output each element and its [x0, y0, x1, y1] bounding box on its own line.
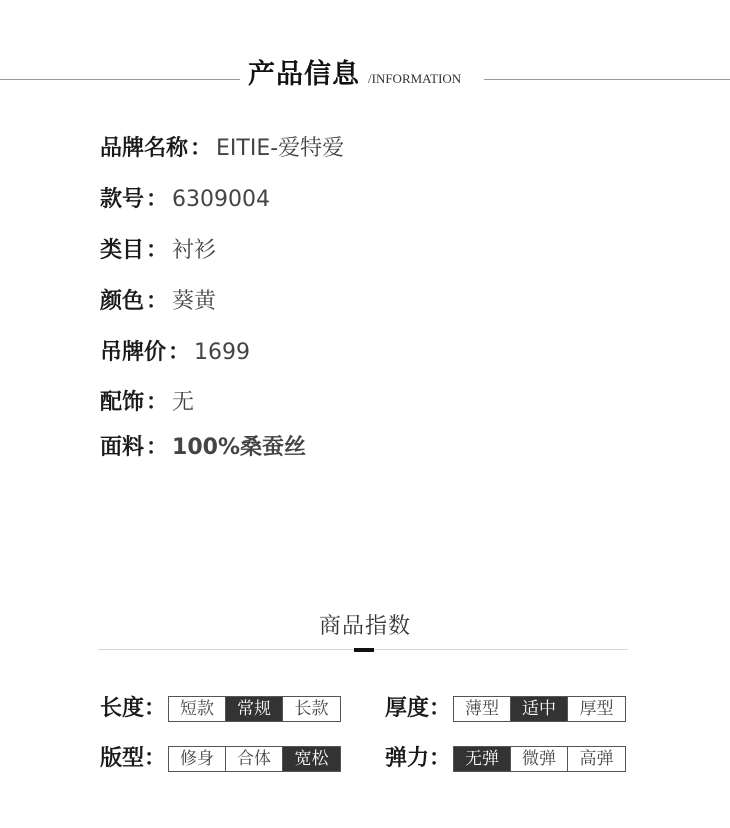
info-value: 100%桑蚕丝: [172, 435, 306, 460]
thickness-option-thick: 厚型: [579, 699, 614, 719]
length-option-regular: 常规: [226, 697, 283, 721]
info-key: 配饰: [100, 390, 145, 415]
attr-length: [100, 696, 341, 722]
info-separator: ：: [146, 238, 169, 263]
header-divider-left: [0, 79, 240, 80]
info-fabric: [100, 434, 306, 462]
fit-option-regular: 合体: [226, 747, 283, 771]
attr-label: 弹力：: [385, 746, 452, 771]
page-title: 产品信息: [248, 59, 360, 90]
attr-label: 长度：: [100, 696, 167, 721]
info-value: 葵黄: [172, 289, 217, 314]
info-separator: ：: [146, 187, 169, 212]
info-separator: ：: [146, 289, 169, 314]
info-key: 类目: [100, 238, 145, 263]
info-separator: ：: [146, 390, 169, 415]
info-separator: ：: [146, 435, 169, 460]
info-key: 吊牌价: [100, 340, 167, 365]
info-key: 款号: [100, 187, 145, 212]
header-divider-right: [484, 79, 730, 80]
length-option-long: 长款: [294, 699, 329, 719]
info-category: [100, 237, 216, 265]
info-value: 6309004: [172, 187, 271, 212]
info-value: EITIE-爱特爱: [216, 136, 345, 161]
length-options: [168, 696, 341, 722]
attr-elasticity: [385, 746, 626, 772]
info-tag-price: [100, 339, 250, 367]
info-value: 衬衫: [172, 238, 217, 263]
info-separator: ：: [168, 340, 191, 365]
info-style-number: [100, 186, 270, 214]
thickness-option-thin: 薄型: [454, 697, 511, 721]
thickness-options: [453, 696, 626, 722]
info-key: 颜色: [100, 289, 145, 314]
info-accessories: [100, 389, 194, 417]
fit-options: [168, 746, 341, 772]
info-value: 无: [172, 390, 195, 415]
info-key: 品牌名称: [100, 136, 189, 161]
attr-label: 厚度：: [385, 696, 452, 721]
attr-fit: [100, 746, 341, 772]
attr-label: 版型：: [100, 746, 167, 771]
info-brand: [100, 135, 344, 163]
fit-option-slim: 修身: [169, 747, 226, 771]
info-color: [100, 288, 216, 316]
index-title: 商品指数: [318, 614, 411, 639]
info-separator: ：: [190, 136, 213, 161]
thickness-option-medium: 适中: [511, 697, 568, 721]
index-title-underline: [354, 648, 374, 652]
attr-thickness: [385, 696, 626, 722]
elasticity-option-slight: 微弹: [511, 747, 568, 771]
elasticity-option-high: 高弹: [579, 749, 614, 769]
page-subtitle: /INFORMATION: [368, 71, 462, 86]
info-key: 面料: [100, 435, 145, 460]
fit-option-loose: 宽松: [283, 747, 340, 771]
elasticity-option-none: 无弹: [454, 747, 511, 771]
info-value: 1699: [194, 340, 251, 365]
length-option-short: 短款: [169, 697, 226, 721]
elasticity-options: [453, 746, 626, 772]
